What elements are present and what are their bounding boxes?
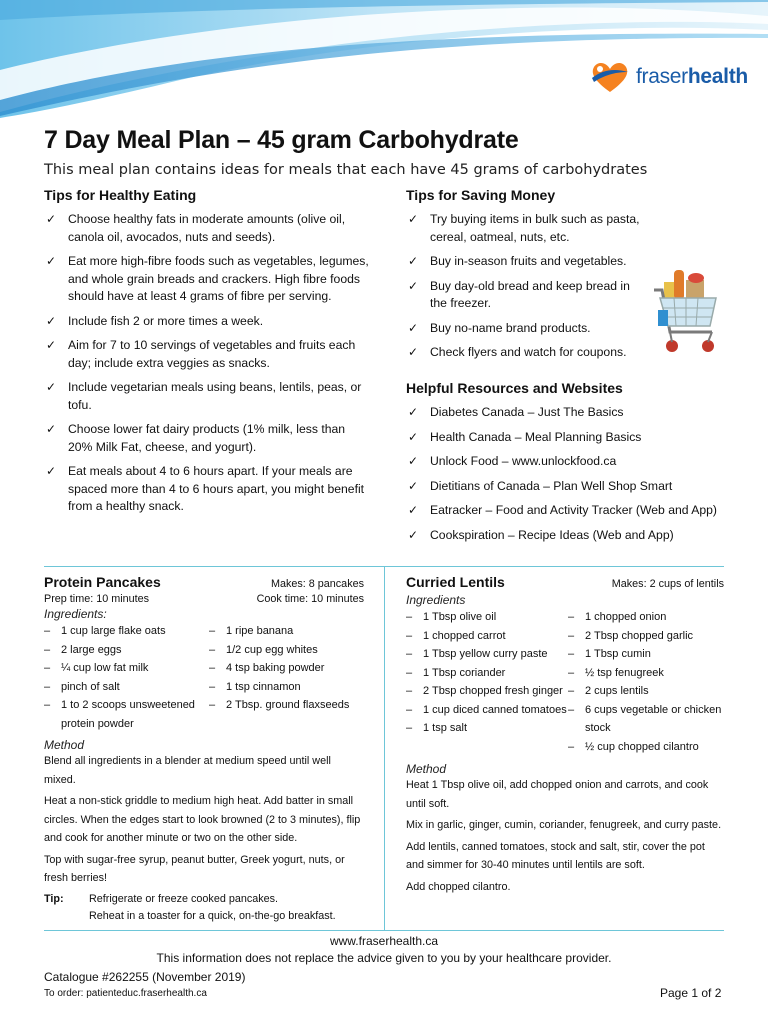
tip-text: Include vegetarian meals using beans, lentils, peas, or tofu. bbox=[68, 380, 362, 412]
ingredient-text: 1 Tbsp yellow curry paste bbox=[423, 648, 548, 660]
tip-item bbox=[44, 253, 369, 306]
tips-healthy-list bbox=[44, 211, 369, 516]
dash-bullet-icon: – bbox=[209, 643, 216, 656]
brand-name: fraserhealth bbox=[636, 65, 748, 88]
ingredient-text: 1 cup diced canned tomatoes bbox=[423, 703, 567, 716]
dash-bullet-icon: – bbox=[568, 629, 575, 642]
tip-item bbox=[406, 404, 736, 422]
lentils-ingredients-left bbox=[406, 608, 568, 756]
ingredient-text: ½ cup chopped cilantro bbox=[585, 740, 699, 753]
ingredient-item bbox=[568, 738, 724, 757]
dash-bullet-icon: – bbox=[406, 629, 413, 642]
lentils-recipe bbox=[406, 574, 724, 899]
tip-text: Check flyers and watch for coupons. bbox=[430, 345, 627, 359]
ingredient-text: 1 Tbsp cumin bbox=[585, 648, 651, 660]
dash-bullet-icon: – bbox=[44, 699, 51, 711]
checkmark-icon: ✓ bbox=[408, 454, 419, 468]
checkmark-icon: ✓ bbox=[408, 345, 419, 359]
checkmark-icon: ✓ bbox=[46, 422, 57, 436]
ingredient-text: pinch of salt bbox=[61, 680, 120, 693]
ingredient-item bbox=[209, 641, 364, 660]
ingredient-text: 4 tsp baking powder bbox=[226, 662, 325, 674]
ingredient-item bbox=[568, 682, 724, 701]
tip-text: Buy in-season fruits and vegetables. bbox=[430, 254, 627, 268]
ingredient-text: 1 ripe banana bbox=[226, 625, 294, 637]
shopping-cart-icon bbox=[648, 266, 722, 362]
tip-item bbox=[406, 527, 736, 545]
ingredient-text: 1 chopped onion bbox=[585, 611, 667, 623]
checkmark-icon: ✓ bbox=[46, 464, 57, 478]
ingredient-item bbox=[568, 664, 724, 683]
ingredient-text: 2 Tbsp chopped fresh ginger bbox=[423, 685, 563, 697]
method-step: Blend all ingredients in a blender at medium speed until well mixed. bbox=[44, 755, 331, 786]
resources-heading: Helpful Resources and Websites bbox=[406, 380, 623, 396]
lentils-makes: Makes: 2 cups of lentils bbox=[611, 578, 724, 590]
ingredient-item bbox=[568, 701, 724, 738]
tip-item bbox=[44, 421, 369, 456]
footer-order: To order: patienteduc.fraserhealth.ca bbox=[44, 988, 207, 999]
pancakes-ingredients-right bbox=[209, 622, 364, 733]
checkmark-icon: ✓ bbox=[46, 254, 57, 268]
ingredient-item bbox=[406, 701, 568, 720]
ingredient-item bbox=[406, 719, 568, 738]
ingredient-text: 6 cups vegetable or chicken stock bbox=[585, 703, 722, 734]
dash-bullet-icon: – bbox=[568, 740, 575, 753]
page-title: 7 Day Meal Plan – 45 gram Carbohydrate bbox=[44, 126, 519, 154]
tip-text: Diabetes Canada – Just The Basics bbox=[430, 405, 624, 419]
ingredient-item bbox=[44, 678, 209, 697]
tip-item bbox=[406, 344, 646, 362]
tip-text: Aim for 7 to 10 servings of vegetables and fruits each day; include extra veggies as snacks. bbox=[68, 338, 356, 370]
ingredient-item bbox=[568, 627, 724, 646]
fraserhealth-heart-icon bbox=[588, 60, 632, 94]
ingredient-item bbox=[406, 682, 568, 701]
ingredient-text: 1 to 2 scoops unsweetened protein powder bbox=[61, 699, 195, 730]
tips-money-heading: Tips for Saving Money bbox=[406, 187, 556, 203]
tip-text: Eat more high-fibre foods such as vegetables, legumes, and whole grain breads and crackers. High fibre foods should have at least 4 grams of fibre per serving. bbox=[68, 254, 369, 303]
footer-disclaimer: This information does not replace the advice given to you by your healthcare provider. bbox=[156, 951, 612, 965]
ingredient-item bbox=[568, 608, 724, 627]
tip-item bbox=[44, 337, 369, 372]
pancakes-ingredients-left bbox=[44, 622, 209, 733]
dash-bullet-icon: – bbox=[406, 703, 413, 716]
ingredient-text: ½ tsp fenugreek bbox=[585, 666, 664, 679]
tip-item bbox=[44, 211, 369, 246]
ingredient-item bbox=[406, 608, 568, 627]
tip-text: Choose healthy fats in moderate amounts (olive oil, canola oil, avocados, nuts and seeds). bbox=[68, 212, 346, 244]
dash-bullet-icon: – bbox=[209, 680, 216, 693]
tip-item bbox=[406, 253, 646, 271]
ingredient-text: 2 large eggs bbox=[61, 643, 122, 656]
pancakes-tip bbox=[44, 891, 364, 926]
ingredient-text: ¼ cup low fat milk bbox=[61, 662, 149, 674]
tip-text: Include fish 2 or more times a week. bbox=[68, 313, 264, 328]
pancakes-tip-line: Reheat in a toaster for a quick, on-the-go breakfast. bbox=[89, 910, 336, 922]
pancakes-cook: Cook time: 10 minutes bbox=[256, 593, 364, 605]
fraserhealth-logo bbox=[588, 60, 748, 94]
ingredient-item bbox=[406, 664, 568, 683]
resources-list bbox=[406, 404, 736, 544]
tip-text: Dietitians of Canada – Plan Well Shop Smart bbox=[430, 478, 673, 493]
dash-bullet-icon: – bbox=[406, 722, 413, 734]
tips-money-list bbox=[406, 211, 646, 362]
dash-bullet-icon: – bbox=[568, 611, 575, 623]
tip-text: Buy day-old bread and keep bread in the freezer. bbox=[430, 278, 630, 310]
dash-bullet-icon: – bbox=[406, 685, 413, 697]
pancakes-makes: Makes: 8 pancakes bbox=[270, 578, 364, 590]
tips-healthy-heading: Tips for Healthy Eating bbox=[44, 187, 197, 203]
dash-bullet-icon: – bbox=[568, 666, 575, 679]
checkmark-icon: ✓ bbox=[46, 338, 57, 352]
tip-text: Eat meals about 4 to 6 hours apart. If your meals are spaced more than 4 to 6 hours apart, you might benefit from a healthy snack. bbox=[68, 464, 365, 513]
dash-bullet-icon: – bbox=[406, 611, 413, 623]
divider-vertical bbox=[384, 566, 385, 930]
tip-item bbox=[406, 211, 646, 246]
method-step: Heat a non-stick griddle to medium high heat. Add batter in small circles. When the edges start to look browned (2 to 3 minutes), flip and cook for another minute or two on the other side. bbox=[44, 795, 361, 844]
checkmark-icon: ✓ bbox=[408, 405, 419, 419]
tip-text: Eatracker – Food and Activity Tracker (Web and App) bbox=[430, 503, 717, 517]
ingredient-item bbox=[209, 678, 364, 697]
ingredient-item bbox=[406, 627, 568, 646]
tip-item bbox=[44, 463, 369, 516]
dash-bullet-icon: – bbox=[568, 648, 575, 660]
pancakes-tip-label: Tip: bbox=[44, 892, 64, 905]
ingredient-text: 1 Tbsp olive oil bbox=[423, 611, 497, 623]
lentils-ingredients-label: Ingredients bbox=[406, 593, 466, 607]
tip-item bbox=[44, 379, 369, 414]
pancakes-tip-line: Refrigerate or freeze cooked pancakes. bbox=[89, 892, 279, 905]
ingredient-text: 2 cups lentils bbox=[585, 685, 649, 697]
checkmark-icon: ✓ bbox=[408, 320, 419, 335]
tip-text: Try buying items in bulk such as pasta, cereal, oatmeal, nuts, etc. bbox=[430, 212, 640, 244]
footer-catalogue: Catalogue #262255 (November 2019) bbox=[44, 970, 246, 984]
ingredient-text: 1 chopped carrot bbox=[423, 629, 506, 642]
dash-bullet-icon: – bbox=[568, 703, 575, 716]
tip-item bbox=[406, 429, 736, 447]
tip-item bbox=[44, 313, 369, 331]
tip-text: Unlock Food – www.unlockfood.ca bbox=[430, 454, 617, 468]
tip-item bbox=[406, 502, 736, 520]
pancakes-ingredients-label: Ingredients: bbox=[44, 607, 107, 621]
method-step: Add lentils, canned tomatoes, stock and salt, stir, cover the pot and simmer for 30-40 minutes until lentils are soft. bbox=[406, 840, 705, 871]
dash-bullet-icon: – bbox=[209, 625, 216, 637]
lentils-title: Curried Lentils bbox=[406, 574, 505, 590]
checkmark-icon: ✓ bbox=[408, 278, 419, 293]
dash-bullet-icon: – bbox=[209, 699, 216, 711]
ingredient-item bbox=[44, 659, 209, 678]
checkmark-icon: ✓ bbox=[408, 503, 419, 517]
tip-item bbox=[406, 320, 646, 338]
method-step: Heat 1 Tbsp olive oil, add chopped onion and carrots, and cook until soft. bbox=[406, 779, 709, 810]
tip-item bbox=[406, 478, 736, 496]
dash-bullet-icon: – bbox=[406, 648, 413, 660]
tip-text: Buy no-name brand products. bbox=[430, 320, 591, 335]
dash-bullet-icon: – bbox=[44, 680, 51, 693]
lentils-ingredients-right bbox=[568, 608, 724, 756]
method-step: Top with sugar-free syrup, peanut butter, Greek yogurt, nuts, or fresh berries! bbox=[44, 853, 345, 884]
ingredient-text: 1 tsp cinnamon bbox=[226, 680, 301, 693]
ingredient-item bbox=[406, 645, 568, 664]
dash-bullet-icon: – bbox=[44, 643, 51, 656]
ingredient-text: 1 tsp salt bbox=[423, 722, 468, 734]
dash-bullet-icon: – bbox=[44, 625, 51, 637]
ingredient-item bbox=[44, 622, 209, 641]
checkmark-icon: ✓ bbox=[46, 313, 57, 328]
footer-page-number: Page 1 of 2 bbox=[660, 986, 722, 1000]
checkmark-icon: ✓ bbox=[408, 478, 419, 493]
page-subtitle: This meal plan contains ideas for meals that each have 45 grams of carbohydrates bbox=[44, 162, 648, 178]
ingredient-item bbox=[44, 696, 209, 733]
dash-bullet-icon: – bbox=[209, 662, 216, 674]
ingredient-text: 2 Tbsp. ground flaxseeds bbox=[226, 699, 350, 711]
checkmark-icon: ✓ bbox=[408, 527, 419, 542]
dash-bullet-icon: – bbox=[44, 662, 51, 674]
ingredient-text: 1 Tbsp coriander bbox=[423, 666, 506, 679]
tip-item bbox=[406, 278, 646, 313]
tips-money-section bbox=[406, 187, 646, 369]
method-step: Add chopped cilantro. bbox=[406, 880, 511, 893]
ingredient-item bbox=[209, 659, 364, 678]
pancakes-title: Protein Pancakes bbox=[44, 574, 161, 590]
tips-healthy-section bbox=[44, 187, 369, 523]
ingredient-text: 2 Tbsp chopped garlic bbox=[585, 629, 694, 642]
checkmark-icon: ✓ bbox=[408, 254, 419, 268]
tip-text: Choose lower fat dairy products (1% milk, less than 20% Milk Fat, cheese, and yogurt). bbox=[68, 422, 346, 454]
checkmark-icon: ✓ bbox=[408, 429, 419, 444]
method-step: Mix in garlic, ginger, cumin, coriander, fenugreek, and curry paste. bbox=[406, 819, 722, 831]
ingredient-text: 1 cup large flake oats bbox=[61, 625, 166, 637]
checkmark-icon: ✓ bbox=[46, 380, 57, 394]
tip-item bbox=[406, 453, 736, 471]
ingredient-item bbox=[209, 696, 364, 715]
footer-website[interactable]: www.fraserhealth.ca bbox=[329, 934, 439, 948]
pancakes-prep: Prep time: 10 minutes bbox=[44, 593, 150, 605]
dash-bullet-icon: – bbox=[568, 685, 575, 697]
checkmark-icon: ✓ bbox=[408, 212, 419, 226]
tip-text: Health Canada – Meal Planning Basics bbox=[430, 429, 642, 444]
lentils-method bbox=[406, 776, 724, 896]
lentils-method-label: Method bbox=[406, 762, 447, 776]
pancakes-method bbox=[44, 752, 364, 888]
dash-bullet-icon: – bbox=[406, 666, 413, 679]
ingredient-item bbox=[209, 622, 364, 641]
divider-bottom bbox=[44, 930, 724, 931]
pancakes-method-label: Method bbox=[44, 738, 85, 752]
checkmark-icon: ✓ bbox=[46, 212, 57, 226]
tip-text: Cookspiration – Recipe Ideas (Web and App) bbox=[430, 527, 674, 542]
pancakes-recipe bbox=[44, 574, 364, 926]
ingredient-text: 1/2 cup egg whites bbox=[226, 643, 318, 656]
resources-section bbox=[406, 380, 736, 551]
ingredient-item bbox=[44, 641, 209, 660]
ingredient-item bbox=[568, 645, 724, 664]
